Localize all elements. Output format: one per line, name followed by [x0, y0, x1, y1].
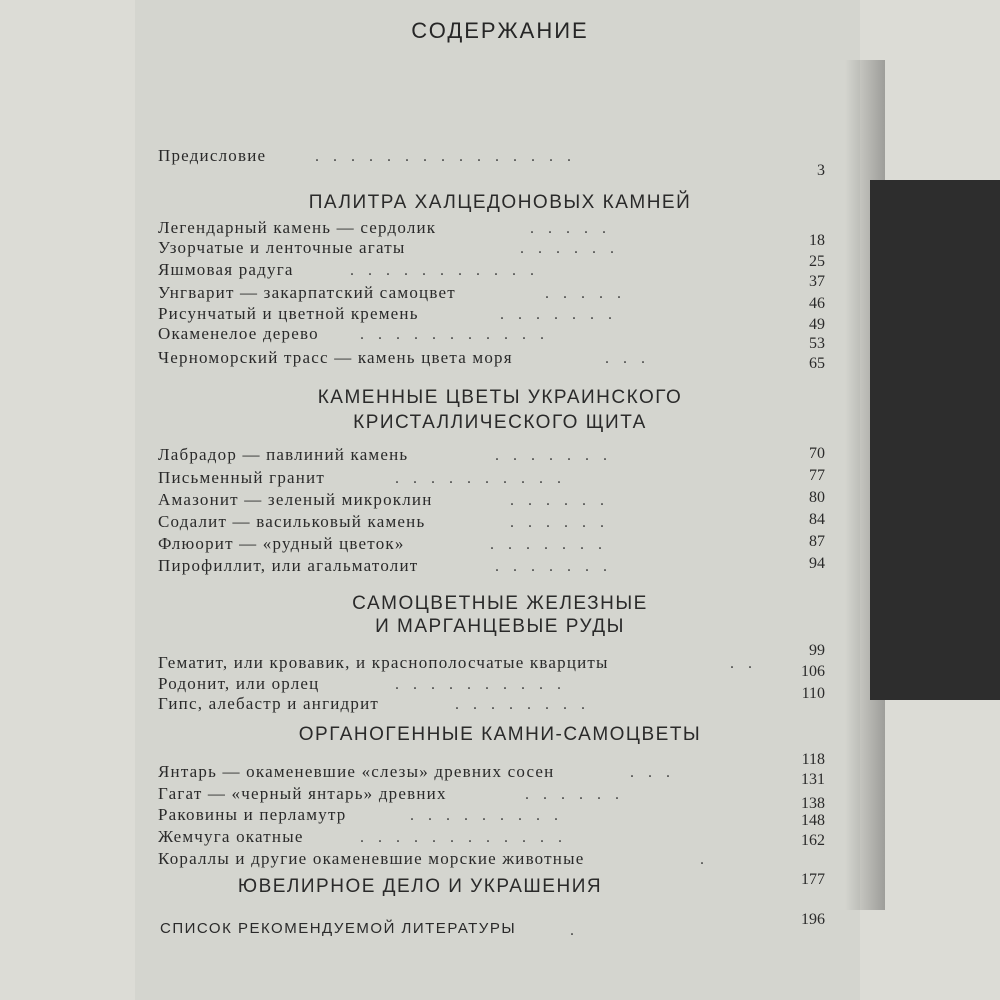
page-number: 37: [809, 273, 825, 290]
leader-dots: ..: [730, 655, 766, 672]
toc-entry: Узорчатые и ленточные агаты: [158, 238, 406, 257]
toc-entry: Янтарь — окаменевшие «слезы» древних сосен: [158, 762, 555, 781]
literature-entry: СПИСОК РЕКОМЕНДУЕМОЙ ЛИТЕРАТУРЫ: [160, 920, 517, 937]
toc-entry: Легендарный камень — сердолик: [158, 218, 437, 237]
toc-entry: Жемчуга окатные: [158, 827, 304, 846]
section-heading: КРИСТАЛЛИЧЕСКОГО ЩИТА: [353, 412, 647, 433]
page-number: 87: [809, 533, 825, 550]
toc-entry: Гипс, алебастр и ангидрит: [158, 694, 380, 713]
page-title: СОДЕРЖАНИЕ: [411, 18, 589, 43]
page-number: 118: [801, 751, 825, 768]
leader-dots: .......: [495, 558, 621, 575]
leader-dots: ...............: [315, 148, 585, 165]
page-number: 49: [809, 316, 825, 333]
leader-dots: .....: [530, 220, 620, 237]
page-number: 53: [809, 335, 825, 352]
page-number: 84: [809, 511, 825, 528]
leader-dots: .......: [495, 447, 621, 464]
toc-entry: Унгварит — закарпатский самоцвет: [158, 283, 456, 302]
toc-entry: Содалит — васильковый камень: [158, 512, 426, 531]
toc-entry: Кораллы и другие окаменевшие морские животные: [158, 849, 585, 868]
toc-entry: Флюорит — «рудный цветок»: [158, 534, 405, 553]
page-number: 25: [809, 253, 825, 270]
page-number: 196: [801, 911, 825, 928]
toc-entry: Родонит, или орлец: [158, 674, 320, 693]
page-number: 65: [809, 355, 825, 372]
page-number: 106: [801, 663, 825, 680]
toc-entry: Амазонит — зеленый микроклин: [158, 490, 433, 509]
page-number: 177: [801, 871, 825, 888]
page-number: 138: [801, 795, 825, 812]
section-heading: И МАРГАНЦЕВЫЕ РУДЫ: [375, 616, 625, 637]
leader-dots: ......: [525, 786, 633, 803]
leader-dots: ...: [630, 764, 684, 781]
toc-entry: Черноморский трасс — камень цвета моря: [158, 348, 513, 367]
leader-dots: ......: [520, 240, 628, 257]
toc-entry: Рисунчатый и цветной кремень: [158, 304, 419, 323]
section-heading: САМОЦВЕТНЫЕ ЖЕЛЕЗНЫЕ: [352, 593, 648, 614]
page-number: 94: [809, 555, 825, 572]
page-number: 131: [801, 771, 825, 788]
section-heading: ОРГАНОГЕННЫЕ КАМНИ-САМОЦВЕТЫ: [298, 724, 702, 745]
leader-dots: .: [700, 851, 718, 868]
toc-entry: Лабрадор — павлиний камень: [158, 445, 409, 464]
page-number: 46: [809, 295, 825, 312]
page-number: 3: [817, 162, 825, 179]
leader-dots: ..........: [395, 470, 575, 487]
toc-entry: Письменный гранит: [158, 468, 325, 487]
page-number: 99: [809, 642, 825, 659]
leader-dots: .......: [500, 306, 626, 323]
leader-dots: ......: [510, 492, 618, 509]
leader-dots: .........: [410, 807, 572, 824]
leader-dots: ...........: [360, 326, 558, 343]
page-number: 77: [809, 467, 825, 484]
leader-dots: ...: [605, 350, 659, 367]
leader-dots: ...........: [350, 262, 548, 279]
section-heading: ПАЛИТРА ХАЛЦЕДОНОВЫХ КАМНЕЙ: [308, 192, 692, 213]
page-number: 148: [801, 812, 825, 829]
page-number: 162: [801, 832, 825, 849]
leader-dots: .......: [490, 536, 616, 553]
toc-entry: Пирофиллит, или агальматолит: [158, 556, 419, 575]
toc-entry: Гагат — «черный янтарь» древних: [158, 784, 447, 803]
section-heading: КАМЕННЫЕ ЦВЕТЫ УКРАИНСКОГО: [317, 387, 683, 408]
section-heading-jewelry: ЮВЕЛИРНОЕ ДЕЛО И УКРАШЕНИЯ: [237, 876, 603, 897]
toc-entry: Раковины и перламутр: [158, 805, 347, 824]
leader-dots: ............: [360, 829, 576, 846]
toc-entry: Гематит, или кровавик, и краснополосчатые кварциты: [158, 653, 609, 672]
page-number: 70: [809, 445, 825, 462]
page-number: 110: [801, 685, 825, 702]
leader-dots: .: [570, 922, 588, 939]
leader-dots: ..........: [395, 676, 575, 693]
leader-dots: ......: [510, 514, 618, 531]
toc-entry: Окаменелое дерево: [158, 324, 319, 343]
leader-dots: ........: [455, 696, 599, 713]
page-number: 18: [809, 232, 825, 249]
page-number: 80: [809, 489, 825, 506]
toc-entry: Яшмовая радуга: [158, 260, 294, 279]
leader-dots: .....: [545, 285, 635, 302]
toc-entry-preface: Предисловие: [158, 146, 267, 165]
